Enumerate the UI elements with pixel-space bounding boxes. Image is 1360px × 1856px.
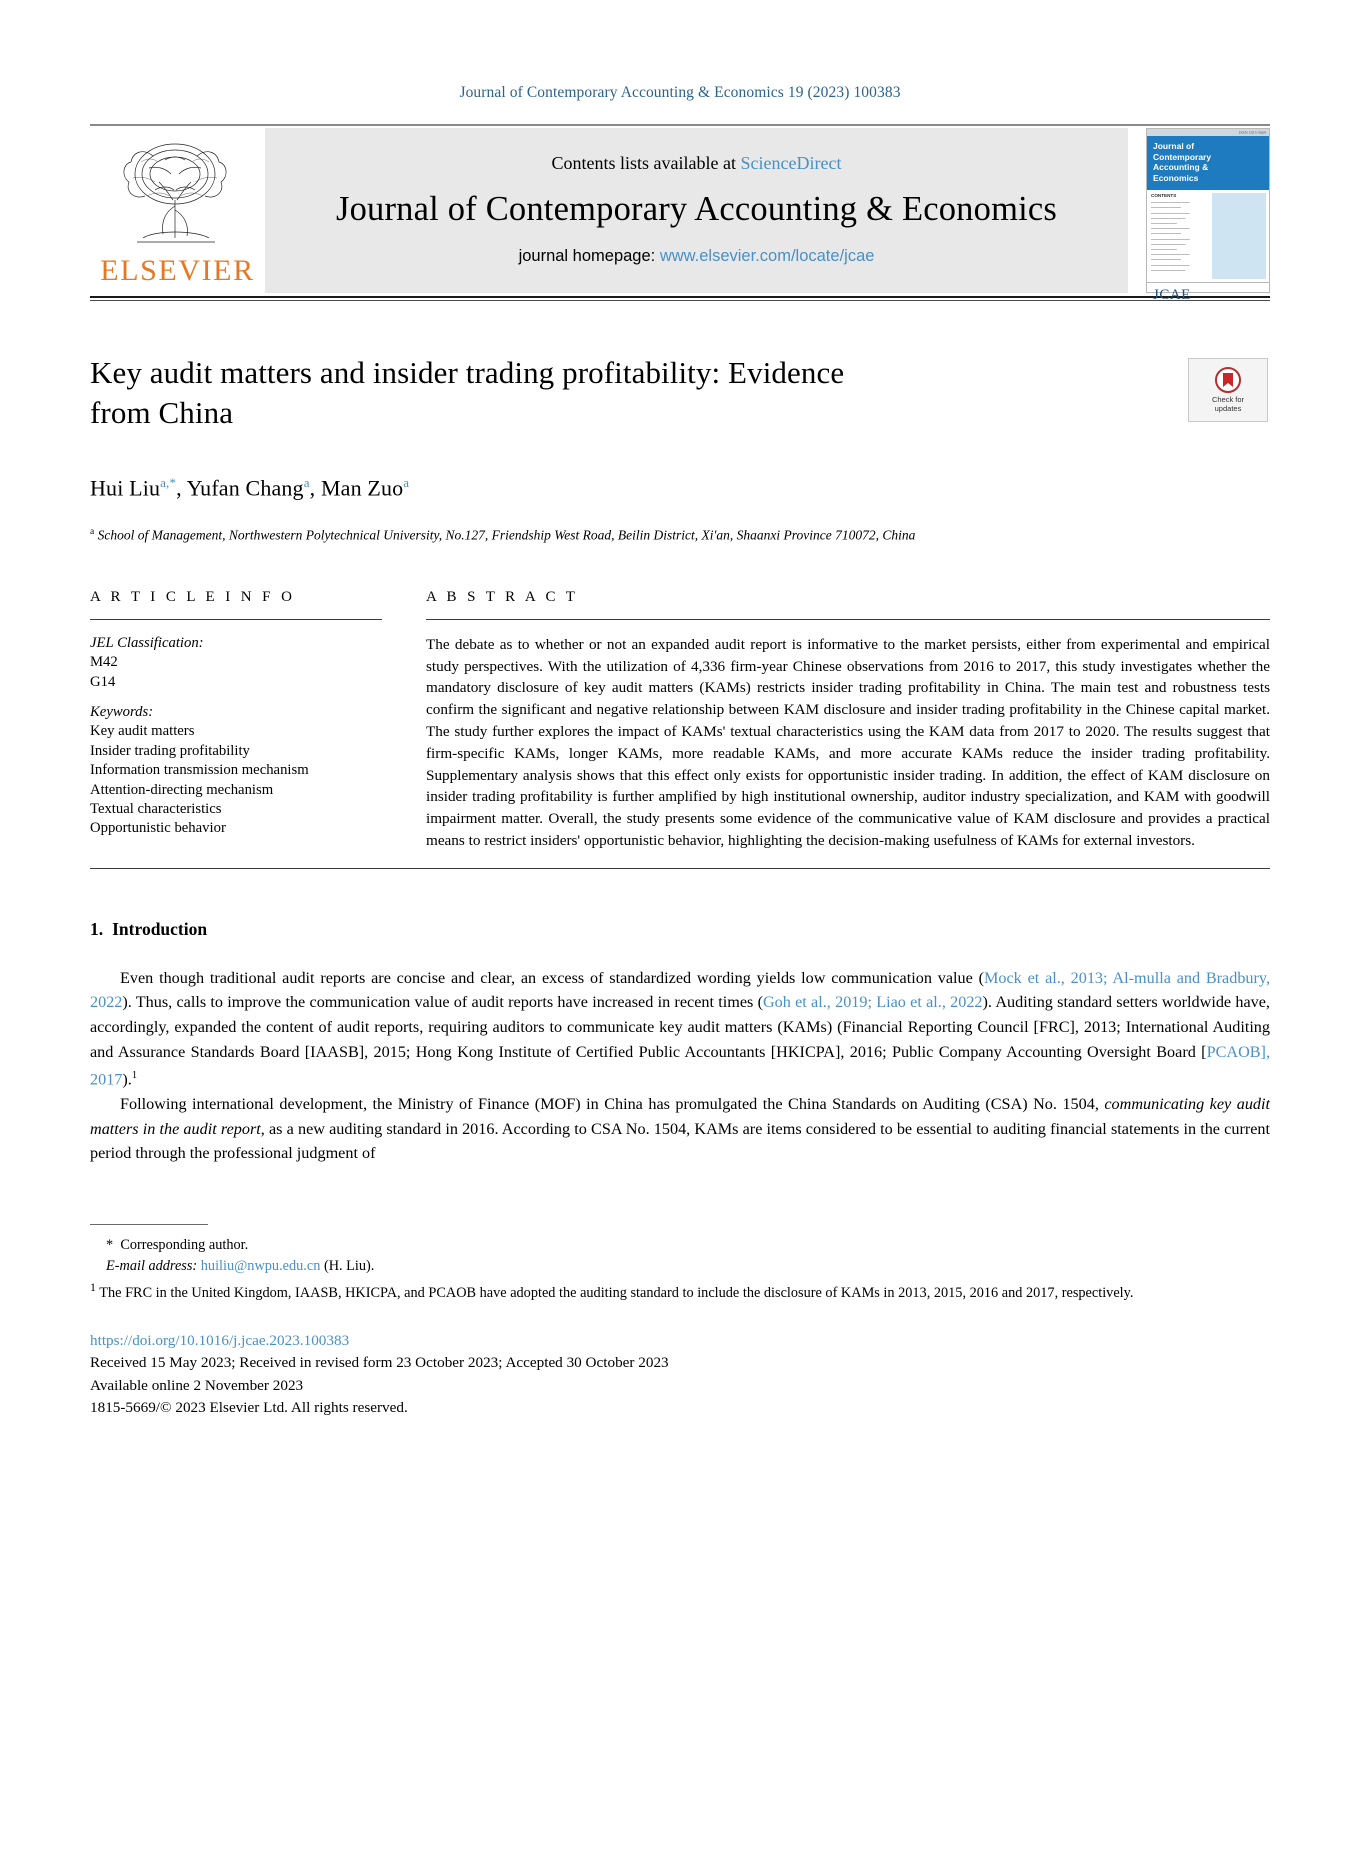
journal-homepage-link[interactable]: www.elsevier.com/locate/jcae [659, 247, 875, 265]
footnotes-block [90, 1166, 1270, 1304]
jel-code-2: G14 [90, 673, 116, 690]
elsevier-tree-icon [103, 134, 253, 252]
footnote-rule [90, 1224, 208, 1225]
sciencedirect-link[interactable]: ScienceDirect [740, 153, 842, 173]
journal-title: Journal of Contemporary Accounting & Economics [335, 190, 1058, 228]
cover-title [1147, 136, 1269, 190]
keyword-item: Textual characteristics [90, 801, 222, 818]
abstract-text: The debate as to whether or not an expanded audit report is informative to the market persists, either from experimental and empirical study perspectives. With the utilization of 4,336 firm-year Chinese observations from 2016 to 2017, this study investigates whether the mandatory disclosure of key audit matters (KAMs) restricts insider trading profitability in China. The main test and robustness tests confirm the significant and negative relationship between KAM disclosure and insider trading profitability in the Chinese capital market. The study further explores the impact of KAMs' textual characteristics using the KAM data from 2017 to 2020. The results suggest that firm-specific KAMs, longer KAMs, more readable KAMs, and more accurate KAMs reduce the insider trading profitability. Supplementary analysis shows that this effect only exists for opportunistic insider trading. In addition, the effect of KAM disclosure on insider trading profitability is further amplified by high institutional ownership, auditor industry specialization, and KAM with goodwill impairment matter. Overall, the study presents some evidence of the communicative value of KAM disclosure and provides a practical means to restrict insiders' opportunistic behavior, highlighting the decision-making usefulness of KAMs for external investors. [426, 635, 1270, 849]
journal-homepage-line [519, 247, 875, 266]
footnote-1 [90, 1277, 1270, 1304]
crossmark-icon [1215, 367, 1241, 393]
intro-p1-c: ). Auditing standard setters worldwide have, accordingly, expanded the content of audit reports, requiring auditors to communicate key audit matters (KAMs) (Financial Reporting Council [FRC], 2013; International Auditing and Assurance Standards Board [IAASB], 2015; Hong Kong Institute of Certified Public Accountants [HKICPA], 2016; Public Company Accounting Oversight Board [ [90, 993, 1270, 1061]
introduction-section [90, 869, 1270, 1166]
intro-p2-italic: communicating key audit matters in the audit report [90, 1095, 1270, 1138]
received-dates: Received 15 May 2023; Received in revised form 23 October 2023; Accepted 30 October 2023 [90, 1354, 669, 1372]
intro-p1-a: Even though traditional audit reports are concise and clear, an excess of standardized wording yields low communication value ( [120, 968, 984, 987]
citation-link[interactable]: PCAOB], 2017 [90, 1042, 1270, 1089]
citation-link[interactable]: Mock et al., 2013; Al-mulla and Bradbury, 2022 [90, 968, 1271, 1012]
author-list: Hui Liu$^{a,*}$, Yufan Chang$^a$, Man Zuo$^a$ [90, 475, 410, 501]
intro-paragraph-1 [90, 966, 1270, 1092]
cover-title-line4: Economics [1153, 172, 1199, 183]
author-name-1: Hui Liu [90, 475, 161, 501]
affiliation [90, 523, 1090, 545]
publication-footer [90, 1304, 1270, 1420]
author-1-marks: a,* [160, 475, 177, 490]
author-name-2: Yufan Chang [186, 475, 304, 501]
contents-prefix: Contents lists available at [551, 153, 741, 173]
author-name-3: Man Zuo [320, 475, 404, 501]
cover-issn: ISSN 1815-5669 [1147, 129, 1269, 136]
jel-label: JEL Classification: [90, 634, 204, 651]
elsevier-logo [90, 128, 265, 293]
article-info-heading: A R T I C L E I N F O [90, 588, 296, 605]
cover-image-panel [1212, 193, 1266, 279]
footnote-ref-1[interactable]: 1 [131, 1070, 138, 1082]
check-for-updates-badge[interactable] [1188, 358, 1268, 422]
abstract-heading: A B S T R A C T [426, 588, 579, 605]
email-owner: (H. Liu). [323, 1257, 375, 1274]
masthead-divider [90, 296, 1270, 298]
cover-title-line3: Accounting & [1153, 162, 1209, 172]
section-number: 1. [90, 918, 104, 939]
cover-title-line2: Contemporary [1153, 151, 1212, 162]
intro-paragraph-2 [90, 1092, 1270, 1166]
running-head: Journal of Contemporary Accounting & Economics 19 (2023) 100383 [459, 84, 901, 101]
author-3-marks: a [403, 475, 410, 490]
crossmark-line1: Check for [1211, 395, 1245, 404]
keyword-item: Attention-directing mechanism [90, 781, 274, 798]
cover-contents-list: CONTENTS ————————— ——————— ————————— ———————— —————— ————————— ——————— ————————— ———————— —————— ————————— ——————— ————————— ———————— [1147, 190, 1211, 282]
keyword-item: Key audit matters [90, 723, 195, 740]
footnote-email [90, 1256, 1270, 1277]
cover-footer [1147, 282, 1269, 307]
keyword-item: Opportunistic behavior [90, 820, 226, 837]
intro-p2-b: , as a new auditing standard in 2016. According to CSA No. 1504, KAMs are items considered to be essential to auditing financial statements in the current period through the professional judgment of [90, 1119, 1270, 1163]
crossmark-line2: updates [1214, 404, 1242, 413]
cover-body [1147, 190, 1269, 282]
intro-p1-b: ). Thus, calls to improve the communication value of audit reports have increased in recent times ( [122, 993, 763, 1012]
section-title-introduction [90, 919, 1270, 940]
section-name: Introduction [112, 918, 208, 939]
cover-title-line1: Journal of [1153, 141, 1195, 151]
abstract-column [426, 589, 1270, 852]
keyword-item: Insider trading profitability [90, 742, 250, 759]
citation-link[interactable]: Goh et al., 2019; Liao et al., 2022 [762, 993, 983, 1012]
title-block [90, 301, 1270, 545]
email-link[interactable]: huiliu@nwpu.edu.cn [200, 1257, 321, 1274]
homepage-prefix: journal homepage: [518, 247, 660, 265]
article-info-body [90, 620, 382, 839]
keywords-label: Keywords: [90, 704, 154, 721]
masthead-center [265, 128, 1128, 293]
footnote-corresponding-author [90, 1235, 1270, 1256]
info-abstract-section [90, 545, 1270, 852]
footnote-corresponding-text: Corresponding author. [120, 1236, 249, 1253]
intro-p1-d: ). [122, 1070, 132, 1089]
crossmark-label [1212, 395, 1244, 413]
journal-cover-thumbnail [1146, 128, 1270, 303]
email-label: E-mail address: [106, 1257, 198, 1274]
intro-p2-a: Following international development, the Ministry of Finance (MOF) in China has promulgated the China Standards on Auditing (CSA) No. 1504, [120, 1095, 1105, 1114]
available-online: Available online 2 November 2023 [90, 1376, 304, 1394]
jcae-logo: JCAE [1153, 286, 1191, 303]
footnote-star-mark: * [106, 1236, 114, 1253]
info-spacer [90, 692, 382, 703]
cover-contents-heading: CONTENTS [1151, 193, 1177, 198]
affiliation-text: School of Management, Northwestern Polytechnical University, No.127, Friendship West Road, Beilin District, Xi'an, Shaanxi Province 710072, China [97, 527, 916, 543]
keyword-item: Information transmission mechanism [90, 762, 309, 779]
page-title: Key audit matters and insider trading profitability: Evidence from China [90, 355, 845, 430]
elsevier-wordmark: ELSEVIER [100, 254, 255, 287]
affiliation-mark: a [90, 527, 95, 538]
doi-link[interactable]: https://doi.org/10.1016/j.jcae.2023.100383 [90, 1331, 350, 1349]
contents-available-line [552, 153, 842, 174]
article-info-column [90, 589, 382, 852]
footnote-1-text: The FRC in the United Kingdom, IAASB, HKICPA, and PCAOB have adopted the auditing standard to include the disclosure of KAMs in 2013, 2015, 2016 and 2017, respectively. [99, 1284, 1134, 1301]
jel-code-1: M42 [90, 654, 118, 671]
copyright-line: 1815-5669/© 2023 Elsevier Ltd. All rights reserved. [90, 1399, 408, 1417]
journal-masthead [90, 124, 1270, 303]
author-2-marks: a [303, 475, 310, 490]
footnote-1-mark: 1 [90, 1279, 96, 1294]
